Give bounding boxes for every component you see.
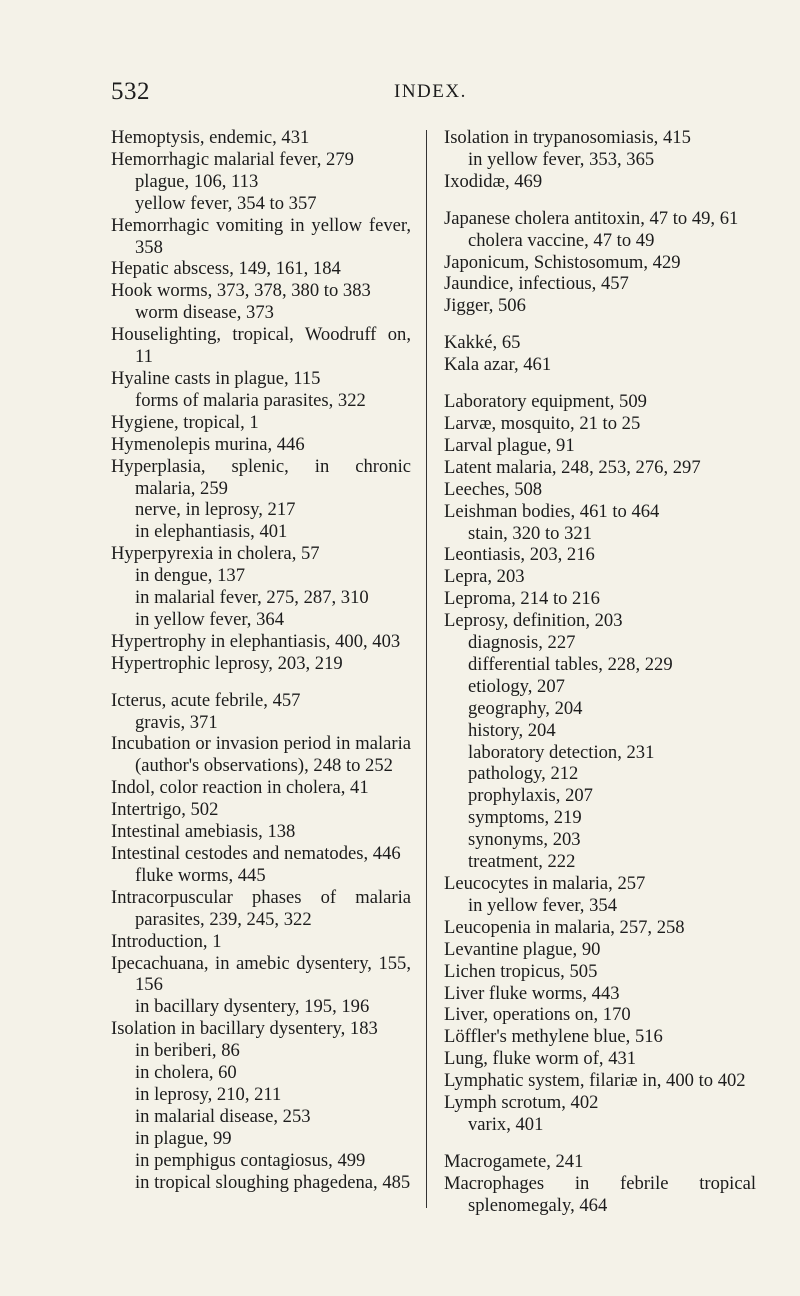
index-entry: Hypertrophy in elephantiasis, 400, 403 bbox=[111, 630, 401, 652]
index-subentry: history, 204 bbox=[468, 719, 556, 741]
index-entry: Hemorrhagic malarial fever, 279 bbox=[111, 148, 354, 170]
index-entry: Kakké, 65 bbox=[444, 332, 521, 354]
index-entry: Intestinal amebiasis, 138 bbox=[111, 821, 296, 843]
index-entry: Leeches, 508 bbox=[444, 478, 543, 500]
index-entry: Larvæ, mosquito, 21 to 25 bbox=[444, 412, 641, 434]
index-entry: Ixodidæ, 469 bbox=[444, 170, 543, 192]
index-subentry: varix, 401 bbox=[468, 1113, 544, 1135]
index-entry: Löffler's methylene blue, 516 bbox=[444, 1026, 663, 1048]
index-entry: Hemorrhagic vomiting in yellow fever, 358 bbox=[111, 214, 411, 258]
index-column-right bbox=[444, 127, 756, 1217]
index-entry: Icterus, acute febrile, 457 bbox=[111, 689, 301, 711]
index-subentry: symptoms, 219 bbox=[468, 807, 582, 829]
index-subentry: stain, 320 to 321 bbox=[468, 522, 592, 544]
index-entry: Leproma, 214 to 216 bbox=[444, 588, 600, 610]
index-subentry: in yellow fever, 354 bbox=[468, 894, 617, 916]
index-entry: Introduction, 1 bbox=[111, 930, 222, 952]
index-entry: Hemoptysis, endemic, 431 bbox=[111, 127, 310, 148]
index-subentry: in dengue, 137 bbox=[135, 565, 245, 587]
index-entry: Lichen tropicus, 505 bbox=[444, 960, 598, 982]
index-entry: Lung, fluke worm of, 431 bbox=[444, 1048, 637, 1070]
index-subentry: in cholera, 60 bbox=[135, 1062, 237, 1084]
index-entry: Hyaline casts in plague, 115 bbox=[111, 367, 321, 389]
index-subentry: in bacillary dysentery, 195, 196 bbox=[135, 996, 370, 1018]
index-entry: Leprosy, definition, 203 bbox=[444, 610, 623, 632]
running-title: INDEX. bbox=[394, 81, 467, 102]
index-subentry: diagnosis, 227 bbox=[468, 632, 576, 654]
index-entry: Indol, color reaction in cholera, 41 bbox=[111, 777, 369, 799]
index-subentry: in malarial disease, 253 bbox=[135, 1105, 311, 1127]
index-entry: Intestinal cestodes and nematodes, 446 bbox=[111, 843, 401, 864]
index-entry: Lepra, 203 bbox=[444, 566, 525, 588]
index-entry: Larval plague, 91 bbox=[444, 434, 575, 456]
index-entry: Kala azar, 461 bbox=[444, 354, 552, 376]
index-subentry: in malarial fever, 275, 287, 310 bbox=[135, 587, 369, 609]
index-entry: Laboratory equipment, 509 bbox=[444, 391, 647, 413]
index-subentry: yellow fever, 354 to 357 bbox=[135, 192, 317, 214]
index-entry: Japanese cholera antitoxin, 47 to 49, 61 bbox=[444, 207, 739, 229]
index-entry: Macrogamete, 241 bbox=[444, 1150, 584, 1172]
index-entry: Latent malaria, 248, 253, 276, 297 bbox=[444, 456, 701, 478]
index-subentry: in yellow fever, 353, 365 bbox=[468, 148, 655, 170]
index-entry: Leucopenia in malaria, 257, 258 bbox=[444, 916, 685, 938]
index-entry: Hyperplasia, splenic, in chronic malaria, 259 bbox=[111, 455, 411, 499]
index-entry: Hymenolepis murina, 446 bbox=[111, 433, 305, 455]
index-entry: Hygiene, tropical, 1 bbox=[111, 411, 259, 433]
index-subentry: in plague, 99 bbox=[135, 1127, 232, 1149]
index-subentry: geography, 204 bbox=[468, 697, 583, 719]
index-entry: Jaundice, infectious, 457 bbox=[444, 273, 629, 295]
index-subentry: in leprosy, 210, 211 bbox=[135, 1083, 282, 1105]
index-entry: Ipecachuana, in amebic dysentery, 155, 156 bbox=[111, 952, 411, 996]
index-entry: Hepatic abscess, 149, 161, 184 bbox=[111, 258, 341, 280]
index-entry: Levantine plague, 90 bbox=[444, 938, 601, 960]
index-subentry: etiology, 207 bbox=[468, 675, 565, 697]
index-entry: Liver, operations on, 170 bbox=[444, 1004, 631, 1026]
index-subentry: pathology, 212 bbox=[468, 763, 579, 785]
index-entry: Intracorpuscular phases of malaria parasites, 239, 245, 322 bbox=[111, 886, 411, 930]
index-subentry: worm disease, 373 bbox=[135, 302, 274, 324]
index-subentry: plague, 106, 113 bbox=[135, 170, 259, 192]
index-entry: Lymph scrotum, 402 bbox=[444, 1092, 599, 1114]
index-entry: Leishman bodies, 461 to 464 bbox=[444, 500, 660, 522]
index-subentry: in elephantiasis, 401 bbox=[135, 521, 288, 543]
index-entry: Hypertrophic leprosy, 203, 219 bbox=[111, 652, 343, 674]
page-number: 532 bbox=[111, 78, 150, 105]
index-subentry: in tropical sloughing phagedena, 485 bbox=[135, 1171, 411, 1193]
index-entry: Liver fluke worms, 443 bbox=[444, 982, 620, 1004]
column-divider bbox=[426, 130, 427, 1208]
index-subentry: forms of malaria parasites, 322 bbox=[135, 389, 366, 411]
index-entry: Lymphatic system, filariæ in, 400 to 402 bbox=[444, 1070, 746, 1092]
index-column-left bbox=[111, 127, 411, 1194]
index-entry: Hook worms, 373, 378, 380 to 383 bbox=[111, 280, 371, 302]
page-header bbox=[0, 78, 800, 112]
index-entry: Isolation in trypanosomiasis, 415 bbox=[444, 127, 691, 148]
index-subentry: in yellow fever, 364 bbox=[135, 608, 284, 630]
index-subentry: in beriberi, 86 bbox=[135, 1040, 240, 1062]
index-subentry: in pemphigus contagiosus, 499 bbox=[135, 1149, 366, 1171]
index-subentry: treatment, 222 bbox=[468, 851, 576, 873]
index-subentry: prophylaxis, 207 bbox=[468, 785, 593, 807]
index-subentry: differential tables, 228, 229 bbox=[468, 653, 673, 675]
index-entry: Macrophages in febrile tropical splenomegaly, 464 bbox=[444, 1172, 756, 1216]
index-entry: Houselighting, tropical, Woodruff on, 11 bbox=[111, 324, 411, 368]
index-entry: Incubation or invasion period in malaria (author's observations), 248 to 252 bbox=[111, 733, 411, 777]
index-entry: Isolation in bacillary dysentery, 183 bbox=[111, 1018, 378, 1040]
index-subentry: nerve, in leprosy, 217 bbox=[135, 499, 296, 521]
index-entry: Intertrigo, 502 bbox=[111, 799, 219, 821]
index-entry: Leontiasis, 203, 216 bbox=[444, 544, 595, 566]
index-entry: Leucocytes in malaria, 257 bbox=[444, 873, 646, 894]
index-subentry: fluke worms, 445 bbox=[135, 864, 266, 886]
index-entry: Japonicum, Schistosomum, 429 bbox=[444, 251, 681, 273]
index-entry: Jigger, 506 bbox=[444, 295, 526, 317]
index-subentry: cholera vaccine, 47 to 49 bbox=[468, 229, 655, 251]
index-subentry: gravis, 371 bbox=[135, 711, 218, 733]
index-subentry: synonyms, 203 bbox=[468, 829, 581, 851]
index-subentry: laboratory detection, 231 bbox=[468, 741, 655, 763]
index-entry: Hyperpyrexia in cholera, 57 bbox=[111, 543, 320, 565]
